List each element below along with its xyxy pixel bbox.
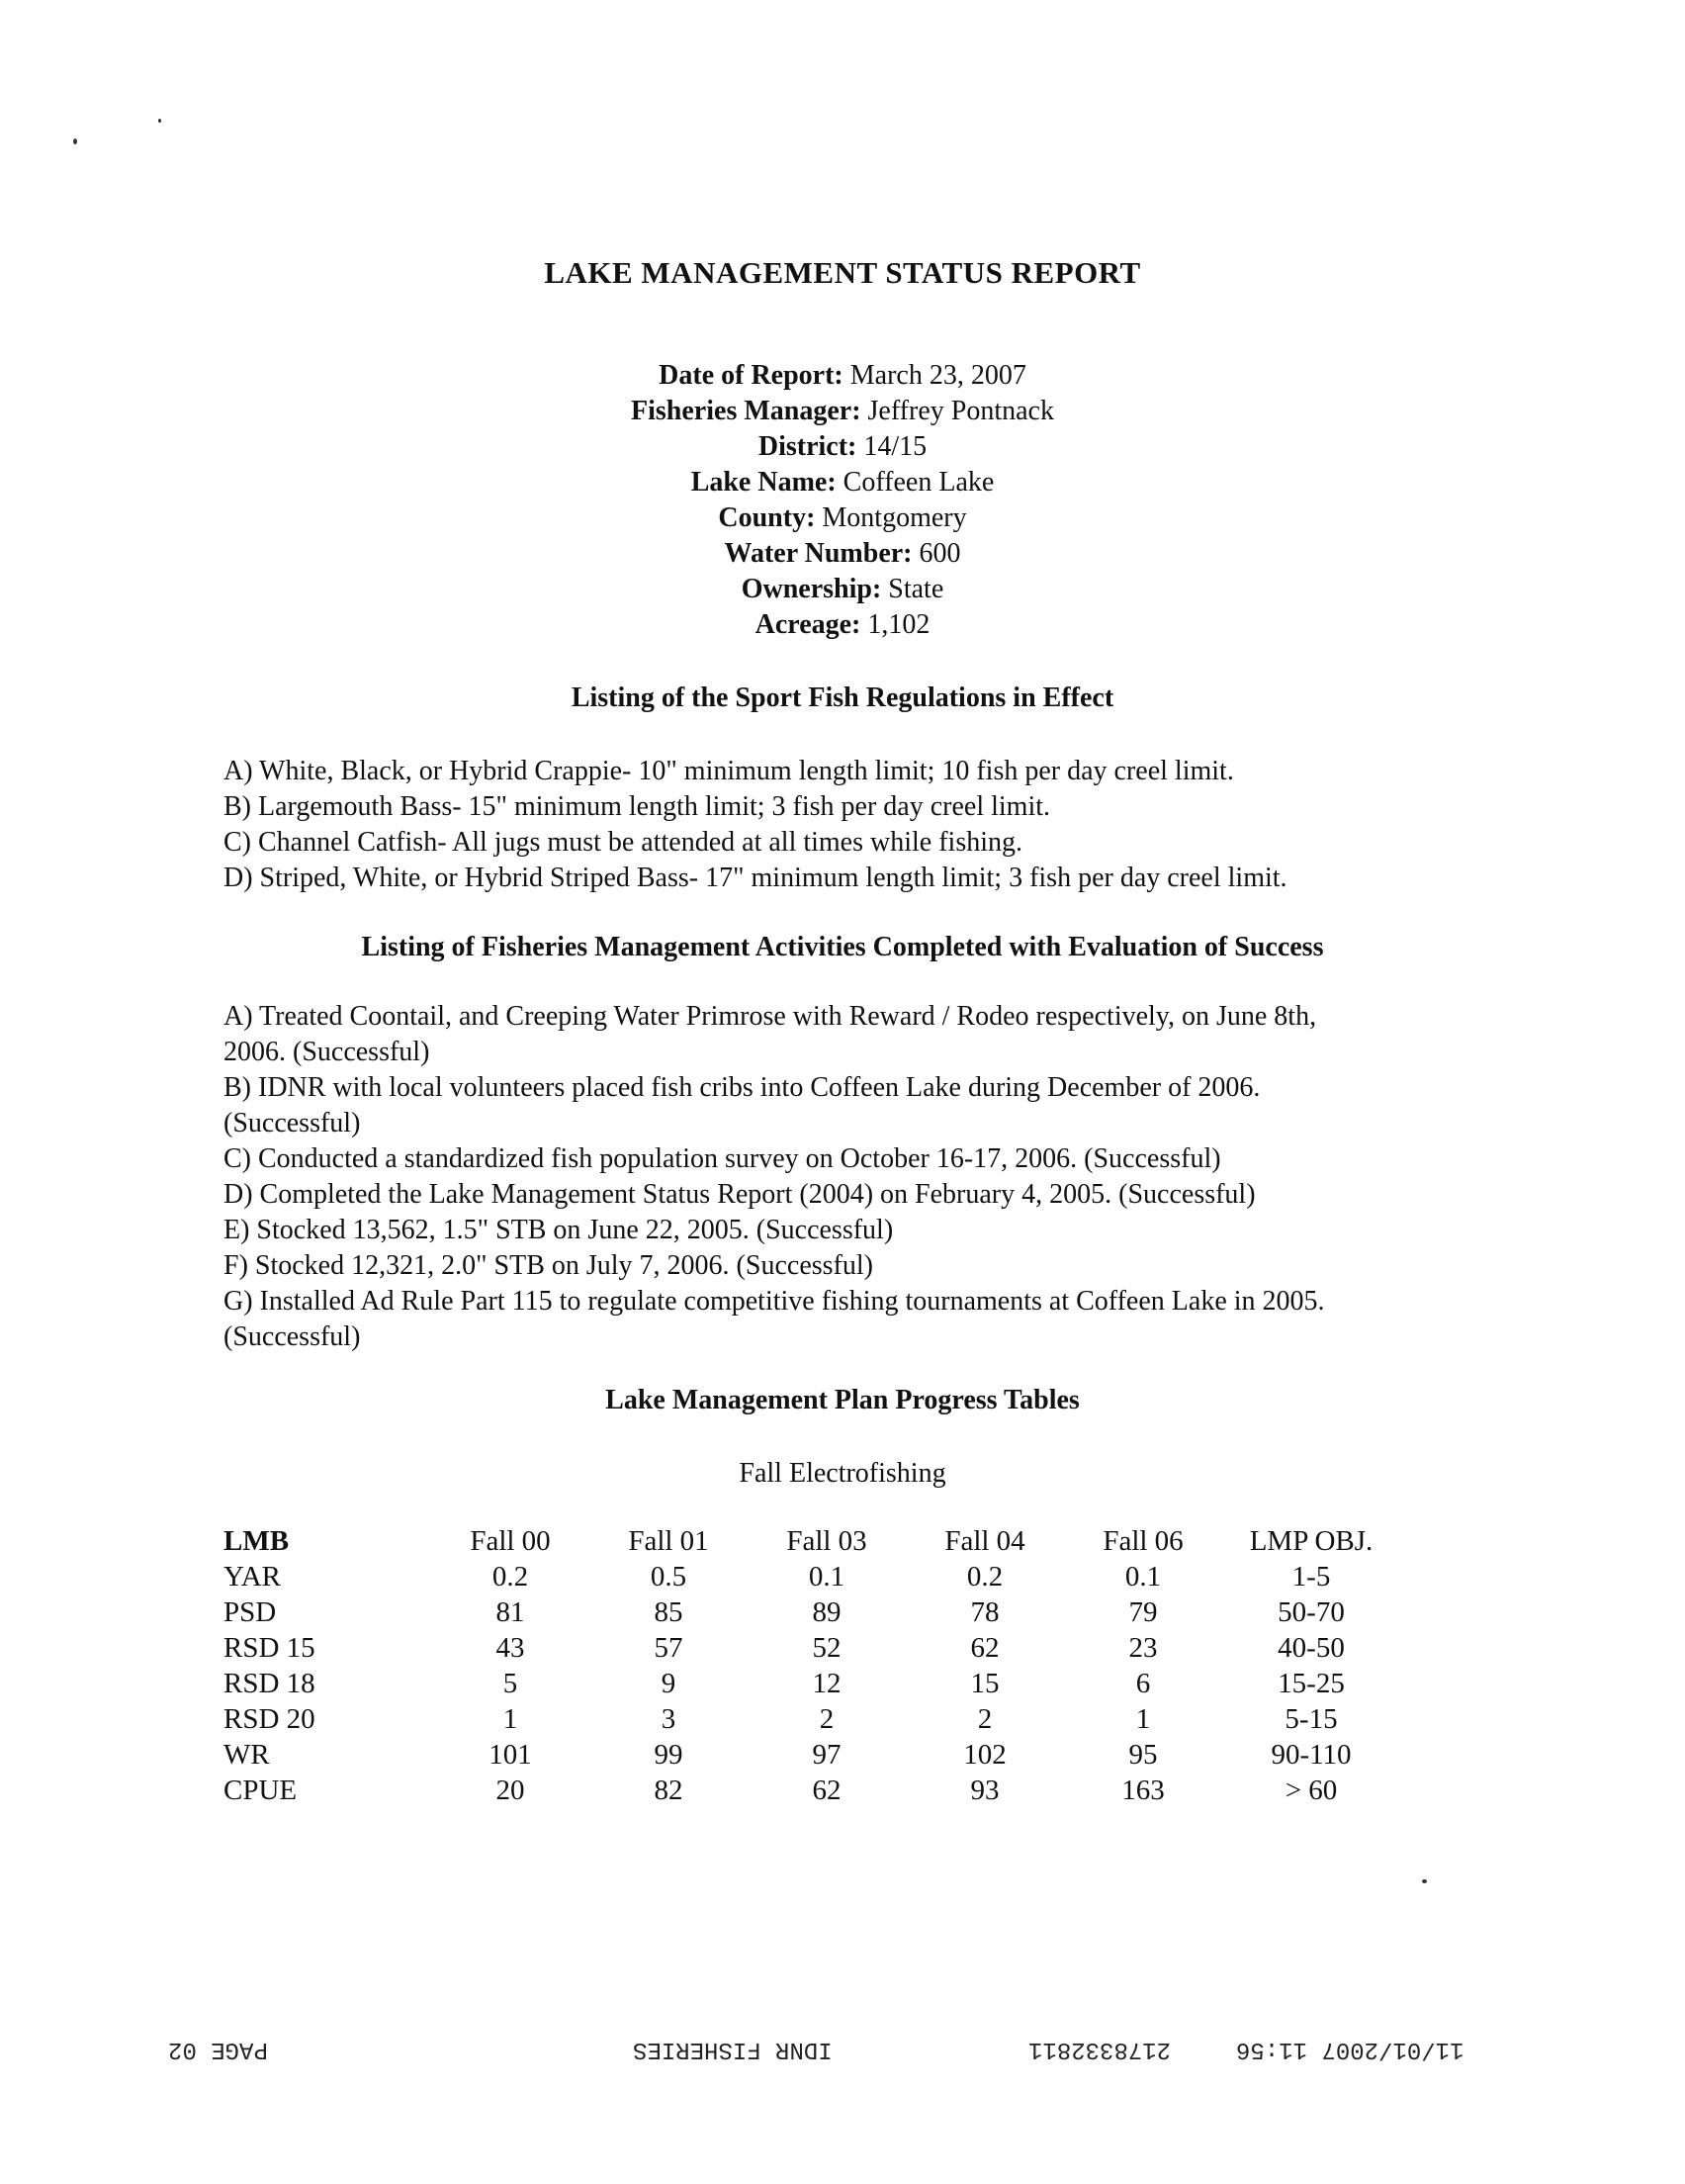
scan-speck	[158, 119, 161, 123]
table-cell: 15	[970, 1668, 1000, 1699]
list-item: D) Striped, White, or Hybrid Striped Bass- 17" minimum length limit; 3 fish per day creel limit.	[223, 863, 1287, 893]
table-cell: 0.5	[650, 1561, 687, 1592]
table-cell: 57	[654, 1632, 683, 1664]
column-header: Fall 00	[470, 1525, 551, 1557]
table-cell: 2	[977, 1703, 993, 1735]
info-district: District: 14/15	[757, 431, 928, 462]
table-cell: > 60	[1285, 1774, 1338, 1806]
table-cell: 101	[488, 1739, 532, 1771]
list-item: F) Stocked 12,321, 2.0" STB on July 7, 2006. (Successful)	[223, 1250, 873, 1281]
table-caption: Fall Electrofishing	[739, 1458, 946, 1489]
table-row	[223, 1630, 1400, 1666]
table-cell: 1-5	[1291, 1561, 1331, 1592]
info-manager: Fisheries Manager: Jeffrey Pontnack	[631, 396, 1054, 426]
table-cell: 82	[654, 1774, 683, 1806]
table-cell: 50-70	[1278, 1596, 1345, 1628]
column-header: LMB	[223, 1525, 290, 1557]
list-item: C) Channel Catfish- All jugs must be attended at all times while fishing.	[223, 827, 1022, 858]
table-cell: 40-50	[1278, 1632, 1345, 1664]
regulations-heading: Listing of the Sport Fish Regulations in Effect	[571, 682, 1114, 713]
table-cell: 89	[812, 1596, 842, 1628]
table-row	[223, 1666, 1400, 1701]
table-cell: 62	[970, 1632, 1000, 1664]
list-item: E) Stocked 13,562, 1.5" STB on June 22, 2005. (Successful)	[223, 1215, 894, 1245]
scan-speck	[1422, 1879, 1427, 1883]
activities-list	[223, 999, 1361, 1355]
table-cell: 1	[1135, 1703, 1151, 1735]
table-cell: 43	[495, 1632, 525, 1664]
table-cell: 62	[812, 1774, 842, 1806]
column-header: LMP OBJ.	[1249, 1525, 1374, 1557]
list-item: G) Installed Ad Rule Part 115 to regulate competitive fishing tournaments at Coffeen Lake in 2005. (Successful)	[223, 1286, 1325, 1352]
table-cell: 5-15	[1285, 1703, 1338, 1735]
info-date: Date of Report: March 23, 2007	[659, 360, 1026, 391]
table-row	[223, 1773, 1400, 1808]
table-cell: 2	[819, 1703, 835, 1735]
info-lake-name: Lake Name: Coffeen Lake	[690, 467, 995, 498]
table-cell: 52	[812, 1632, 842, 1664]
list-item: B) IDNR with local volunteers placed fish cribs into Coffeen Lake during December of 2006. (Successful)	[223, 1072, 1261, 1138]
info-ownership: Ownership: State	[741, 574, 944, 604]
fax-datetime: 11/01/2007 11:56	[1236, 2036, 1464, 2062]
row-label: CPUE	[223, 1774, 298, 1806]
table-header-row	[223, 1523, 1400, 1559]
row-label: PSD	[223, 1596, 277, 1628]
report-info	[0, 358, 1685, 643]
table-cell: 15-25	[1278, 1668, 1345, 1699]
table-row	[223, 1701, 1400, 1737]
electrofishing-table	[223, 1523, 1400, 1808]
table-cell: 99	[654, 1739, 683, 1771]
table-cell: 3	[661, 1703, 676, 1735]
column-header: Fall 03	[786, 1525, 867, 1557]
row-label: YAR	[223, 1561, 282, 1592]
table-cell: 6	[1135, 1668, 1151, 1699]
fax-sender: IDNR FISHERIES	[633, 2036, 833, 2062]
table-cell: 79	[1128, 1596, 1158, 1628]
list-item: B) Largemouth Bass- 15" minimum length limit; 3 fish per day creel limit.	[223, 791, 1051, 822]
table-cell: 20	[495, 1774, 525, 1806]
table-cell: 1	[502, 1703, 518, 1735]
fax-page-number: PAGE 02	[168, 2036, 268, 2062]
table-cell: 97	[812, 1739, 842, 1771]
progress-heading: Lake Management Plan Progress Tables	[605, 1385, 1080, 1415]
table-cell: 9	[661, 1668, 676, 1699]
table-cell: 23	[1128, 1632, 1158, 1664]
regulations-list	[223, 754, 1361, 896]
row-label: RSD 18	[223, 1668, 315, 1699]
table-row	[223, 1737, 1400, 1773]
table-cell: 0.1	[808, 1561, 845, 1592]
table-cell: 90-110	[1271, 1739, 1352, 1771]
table-cell: 102	[963, 1739, 1007, 1771]
info-county: County: Montgomery	[718, 502, 967, 533]
table-cell: 85	[654, 1596, 683, 1628]
table-cell: 12	[812, 1668, 842, 1699]
table-cell: 78	[970, 1596, 1000, 1628]
table-row	[223, 1594, 1400, 1630]
report-title: LAKE MANAGEMENT STATUS REPORT	[544, 255, 1141, 290]
list-item: A) White, Black, or Hybrid Crappie- 10" minimum length limit; 10 fish per day creel limit.	[223, 756, 1234, 786]
column-header: Fall 04	[944, 1525, 1025, 1557]
list-item: C) Conducted a standardized fish population survey on October 16-17, 2006. (Successful)	[223, 1143, 1221, 1174]
activities-heading: Listing of Fisheries Management Activities Completed with Evaluation of Success	[361, 932, 1324, 962]
column-header: Fall 01	[628, 1525, 709, 1557]
table-cell: 81	[495, 1596, 525, 1628]
row-label: RSD 15	[223, 1632, 315, 1664]
row-label: RSD 20	[223, 1703, 315, 1735]
column-header: Fall 06	[1103, 1525, 1184, 1557]
table-row	[223, 1559, 1400, 1594]
info-acreage: Acreage: 1,102	[754, 609, 931, 640]
table-cell: 5	[502, 1668, 518, 1699]
table-cell: 93	[970, 1774, 1000, 1806]
list-item: A) Treated Coontail, and Creeping Water Primrose with Reward / Rodeo respectively, on June 8th, 2006. (Successful)	[223, 1001, 1317, 1067]
info-water-number: Water Number: 600	[724, 538, 961, 569]
table-cell: 0.2	[966, 1561, 1004, 1592]
table-cell: 95	[1128, 1739, 1158, 1771]
scan-speck	[73, 138, 77, 144]
table-cell: 0.1	[1124, 1561, 1162, 1592]
row-label: WR	[223, 1739, 270, 1771]
table-cell: 0.2	[491, 1561, 529, 1592]
fax-number: 2178332811	[1028, 2036, 1172, 2062]
list-item: D) Completed the Lake Management Status Report (2004) on February 4, 2005. (Successful)	[223, 1179, 1256, 1210]
table-cell: 163	[1121, 1774, 1165, 1806]
